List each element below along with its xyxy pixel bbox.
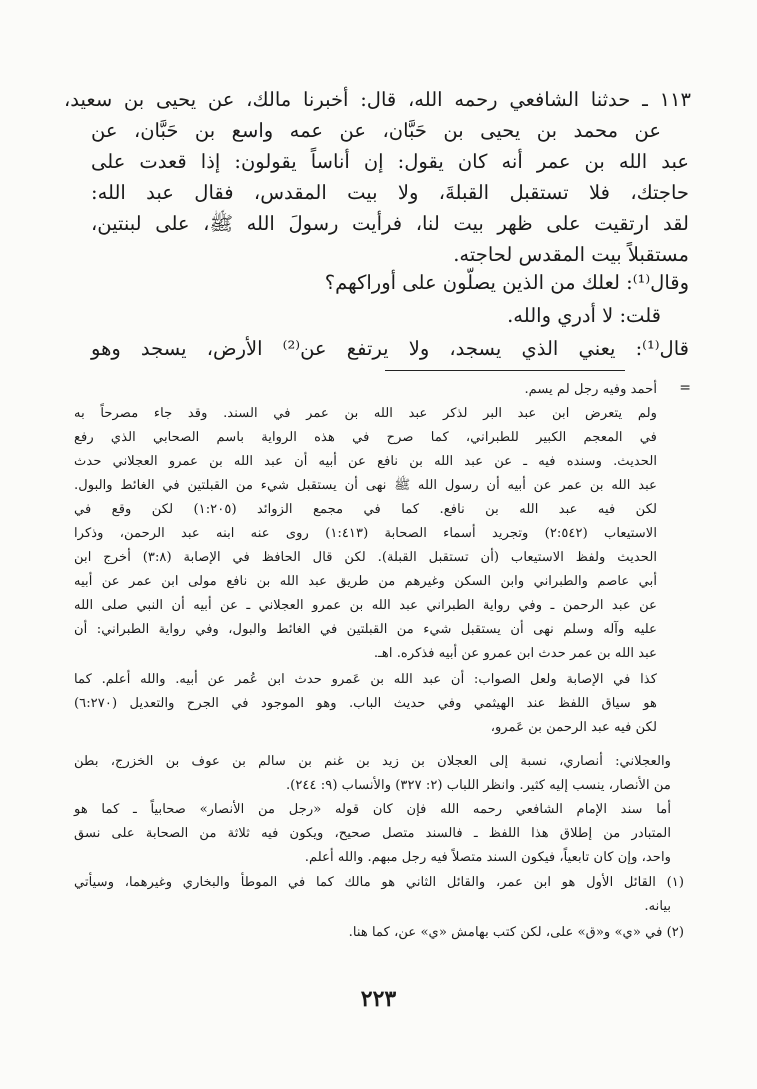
footnote-line: هو سياق اللفظ عند الهيثمي وفي حديث الباب. وهو الموجود في الجرح والتعديل (٦:٢٧٠) [74,696,657,711]
footnote-line: والعجلاني: أنصاري، نسبة إلى العجلان بن زيد بن غنم بن سالم بن عوف بن الخزرج، بطن [74,754,671,769]
footnote-line: عليه وآله وسلم نهى أن يستقبل شيء من القبلتين في الغائط والبول، وفي رواية الطبراني: أن [74,622,657,637]
numbered-footnote: (١) القائل الأول هو ابن عمر، والقائل الثاني هو مالك كما في الموطأ والبخاري وغيرهما، وسيأتي [74,875,684,890]
main-text-line: قلت: لا أدري والله. [507,304,661,327]
footnote-line: الحديث ولفظ الاستيعاب (أن تستقبل القبلة). لكن قال الحافظ في الإصابة (٣:٨) أخرج ابن [74,550,657,565]
main-text-line: مستقبلاً بيت المقدس لحاجته. [453,243,689,266]
footnote-line: لكن فيه عبد الله بن نافع. كما في مجمع الزوائد (١:٢٠٥) لكن وقع في [74,502,657,517]
main-text-line: قال⁽¹⁾: يعني الذي يسجد، ولا يرتفع عن⁽²⁾ الأرض، يسجد وهو [91,337,689,360]
main-text-line: وقال⁽¹⁾: لعلك من الذين يصلّون على أوراكهم؟ [324,271,689,294]
footnote-line: أحمد وفيه رجل لم يسم. [524,382,657,397]
footnote-line: أما سند الإمام الشافعي رحمه الله فإن كان قوله «رجل من الأنصار» صحابياً ـ كما هو [74,802,671,817]
continuation-marker: = [679,380,691,396]
footnote-line: المتبادر من إطلاق هذا اللفظ ـ فالسند متصل صحيح، ويكون فيه ثلاثة من الصحابة على نسق [74,826,671,841]
footnote-line: عبد الله بن عمر حدث ابن عمرو عن أبيه فذكره. اهـ. [373,646,657,661]
footnote-separator [385,370,625,371]
footnote-line: واحد، وإن كان تابعياً، فيكون السند متصلاً فيه رجل مبهم. والله أعلم. [304,850,671,865]
footnote-line: في المعجم الكبير للطبراني، كما صرح في هذه الرواية باسم الصحابي الذي رفع [74,430,657,445]
footnote-line: عبد الله بن عمر عن أبيه أن رسول الله ﷺ نهى أن يستقبل شيء من القبلتين في الغائط والبول. [74,478,657,493]
main-text-line: حاجتك، فلا تستقبل القبلةَ، ولا بيت المقدس، فقال عبد الله: [91,181,689,204]
footnote-line: ولم يتعرض ابن عبد البر لذكر عبد الله بن عمر في السند. وقد جاء مصرحاً به [74,406,657,421]
main-text-line: عبد الله بن عمر أنه كان يقول: إن أناساً يقولون: إذا قعدت على [91,150,689,173]
main-text-line: ١١٣ ـ حدثنا الشافعي رحمه الله، قال: أخبرنا مالك، عن يحيى بن سعيد، [64,88,691,111]
footnote-line: عن عبد الرحمن ـ وفي رواية الطبراني عبد الله بن عمرو العجلاني ـ عن أبيه أن النبي صلى الله [74,598,657,613]
footnote-line: من الأنصار، ينسب إليه كثير. وانظر اللباب (٢: ٣٢٧) والأنساب (٩: ٢٤٤). [285,778,671,793]
numbered-footnote: بيانه. [644,899,671,914]
main-text-line: لقد ارتقيت على ظهر بيت لنا، فرأيت رسولَ الله ﷺ، على لبنتين، [91,212,689,235]
footnote-line: لكن فيه عبد الرحمن بن عَمرو، [490,720,657,735]
main-text-line: عن محمد بن يحيى بن حَبَّان، عن عمه واسع بن حَبَّان، عن [91,119,662,142]
footnote-line: الحديث. وسنده فيه ـ عن عبد الله بن نافع عن أبيه أن عبد الله بن عمرو العجلاني حدث [74,454,657,469]
footnote-line: كذا في الإصابة ولعل الصواب: أن عبد الله بن عَمرو حدث ابن عُمر عن أبيه. والله أعلم. كما [74,672,657,687]
numbered-footnote: (٢) في «ي» و«ق» على، لكن كتب بهامش «ي» عن، كما هنا. [348,925,684,940]
page-number: ٢٢٣ [360,986,397,1012]
footnote-line: أبي عاصم والطبراني وابن السكن وغيرهم من طريق عبد الله بن نافع مولى ابن عمر عن أبيه [74,574,657,589]
footnote-line: الاستيعاب (٢:٥٤٢) وتجريد أسماء الصحابة (١:٤١٣) روى عنه ابنه عبد الرحمن، وذكرا [74,526,657,541]
